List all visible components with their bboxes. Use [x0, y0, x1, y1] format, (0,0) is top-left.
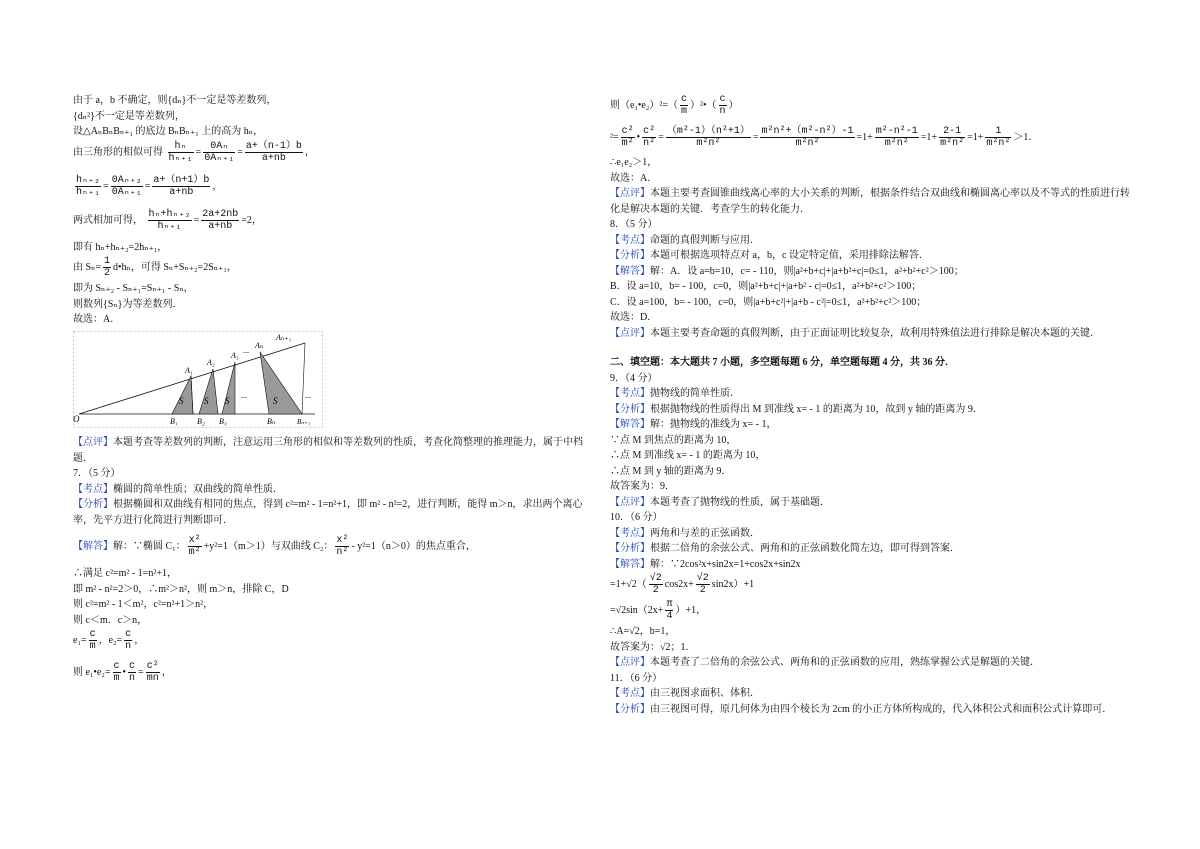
text: 由三角形的相似可得	[73, 146, 163, 158]
tag-analysis: 【分析】	[610, 543, 650, 554]
text-line: 故答案为：9．	[610, 481, 675, 492]
text: 根据二倍角的余弦公式、两角和的正弦函数化简左边，即可得到答案．	[650, 543, 960, 554]
denominator: m	[681, 106, 688, 118]
text-line	[610, 541, 1135, 557]
tag-analysis: 【分析】	[73, 499, 113, 510]
text-line	[610, 248, 1135, 264]
comment-line	[610, 495, 1135, 511]
label-S: S	[204, 395, 209, 406]
formula-line: 由三角形的相似可得 $\frac{\text{hₙ}}{\text{hₙ₊₁}}$ = $\frac{\text{0Aₙ}}{\text{0Aₙ₊₁}}$ = $\frac{a+(n-1)b}{a+nb}$ ，	[73, 140, 315, 164]
ellipsis: ...	[305, 390, 311, 400]
operator: =	[752, 132, 759, 143]
left-column	[73, 93, 593, 686]
label-S: S	[273, 395, 278, 406]
fraction	[152, 175, 210, 198]
text: =	[138, 667, 144, 678]
triangle-figure	[73, 331, 593, 434]
operator: =1+	[967, 132, 984, 143]
text-line: ∴点 M 到 y 轴的距离为 9．	[610, 465, 732, 477]
fraction	[665, 599, 673, 622]
numerator: 0Aₙ	[203, 141, 235, 153]
text: 根据椭圆和双曲线有相同的焦点，得到 c²=m² - 1=n²+1，即 m² - n²=2，进行判断，能得 m＞n，求出两个离心率，先平方进行化简进行判断即可．	[73, 499, 583, 526]
formula-line	[73, 255, 593, 281]
text-line: ∴满足 c²=m² - 1=n²+1，	[73, 568, 177, 579]
label-A3: A₃	[231, 350, 239, 360]
tag-point: 【考点】	[610, 234, 650, 246]
operator: ²=	[610, 132, 619, 143]
denominator: 0Aₙ₊₁	[204, 152, 235, 164]
denominator: n	[719, 106, 726, 118]
denominator: n²	[643, 138, 656, 150]
text: ，	[134, 635, 145, 646]
formula-line	[610, 93, 1135, 119]
label-An: Aₙ	[255, 340, 264, 350]
denominator: m²n²	[940, 138, 965, 150]
text-line	[73, 482, 593, 498]
text-line: 则数列{Sₙ}为等差数列．	[73, 298, 183, 310]
denominator: mn	[146, 673, 159, 685]
denominator: a+nb	[261, 152, 286, 164]
numerator: 1	[104, 256, 111, 268]
fraction	[680, 94, 688, 117]
numerator: c	[681, 94, 688, 106]
denominator: m²n²	[795, 138, 820, 150]
numerator: m²n²+（m²-n²）-1	[761, 126, 854, 138]
comment-line	[610, 326, 1135, 342]
tag-comment: 【点评】	[610, 327, 650, 339]
text-line: C．设 a=100，b= - 100，c=0，则|a+b+c²|+|a+b - c²|=0≤1，a²+b²+c²＞100；	[610, 296, 927, 308]
text: ，e₂=	[98, 635, 123, 646]
denominator: n²	[336, 547, 349, 559]
label-S: S	[225, 395, 230, 406]
text: cos2x+	[664, 579, 694, 590]
fraction	[985, 126, 1011, 149]
text: 解：抛物线的准线为 x= - 1，	[650, 419, 777, 430]
fraction	[111, 175, 143, 198]
text: 本题可根据选项特点对 a，b，c 设定特定值，采用排除法解答．	[650, 250, 929, 261]
tag-point: 【考点】	[610, 527, 650, 539]
fraction	[939, 126, 965, 149]
question-number: 11．（6 分）	[610, 672, 663, 684]
text: •	[122, 667, 127, 678]
label-An1: Aₙ₊₁	[276, 332, 292, 342]
denominator: hₙ₊₁	[76, 186, 101, 198]
tag-analysis: 【分析】	[610, 703, 650, 715]
text: 本题考查了抛物线的性质，属于基础题．	[650, 496, 830, 508]
text-line: ∵点 M 到焦点的距离为 10，	[610, 434, 737, 446]
denominator: m²n²	[884, 138, 909, 150]
fraction	[168, 141, 194, 164]
numerator: hₙ₊₂	[76, 174, 101, 186]
operator: ＞1．	[1013, 132, 1039, 143]
formula-line: 两式相加可得， $\frac{\text{hₙ+hₙ₊₂}}{\text{hₙ₊₁}}$ = $\frac{2a+2nb}{a+nb}$ =2，	[73, 208, 262, 232]
text-line	[610, 386, 1135, 402]
text: d•hₙ，可得 Sₙ+Sₙ₊₂=2Sₙ₊₁，	[113, 262, 237, 273]
text: 根据抛物线的性质得出 M 到准线 x= - 1 的距离为 10，故到 y 轴的距离为 9．	[650, 403, 983, 415]
fraction	[649, 573, 663, 596]
fraction	[188, 535, 202, 558]
ellipsis: ...	[243, 345, 249, 355]
text-line: 即 m² - n²=2＞0，∴m²＞n²，则 m＞n，排除 C，D	[73, 583, 289, 595]
label-Bn: Bₙ	[267, 416, 276, 426]
fraction	[148, 209, 192, 232]
text-line: B．设 a=10，b= - 100，c=0，则|a²+b+c|+|a+b² - c|=0≤1，a²+b²+c²＞100；	[610, 281, 922, 292]
label-A2: A₂	[207, 357, 215, 367]
fraction	[642, 126, 656, 149]
text-line	[610, 702, 1135, 718]
operator: =	[658, 132, 664, 143]
numerator: c	[89, 629, 96, 641]
text: ）²•（	[690, 100, 717, 111]
numerator: c	[125, 629, 132, 641]
text-line: 则 c²=m² - 1＜m²，c²=n²+1＞n²，	[73, 599, 214, 610]
fraction	[124, 629, 132, 652]
denominator: m²	[188, 547, 201, 559]
text-line: 故选：D．	[610, 312, 658, 323]
denominator: 2	[104, 268, 111, 280]
text-line	[610, 557, 1135, 573]
denominator: 2	[699, 585, 706, 597]
denominator: 0Aₙ₊₁	[111, 186, 142, 198]
text: 椭圆的简单性质；双曲线的简单性质．	[113, 483, 283, 495]
comment-line	[610, 655, 1135, 671]
denominator: n	[129, 673, 136, 685]
fraction	[89, 629, 97, 652]
text-line: 故答案为：√2；1．	[610, 641, 696, 653]
text-line: 则 c＜m．c＞n，	[73, 614, 148, 626]
text: =2，	[241, 214, 262, 226]
section-heading: 二、填空题：本大题共 7 小题，多空题每题 6 分，单空题每题 4 分，共 36 分．	[610, 357, 955, 368]
comment-line	[73, 435, 593, 466]
text: =1+√2（	[610, 579, 647, 590]
tag-point: 【考点】	[610, 688, 650, 699]
text: 本题主要考查圆锥曲线离心率的大小关系的判断，根据条件结合双曲线和椭圆离心率以及不等式的性质进行转化是解决本题的关键．考查学生的转化能力．	[610, 188, 1130, 215]
numerator: c²	[146, 661, 159, 673]
numerator: x²	[336, 535, 349, 547]
numerator: c	[719, 94, 726, 106]
fraction	[113, 661, 121, 684]
numerator: c	[113, 661, 120, 673]
fraction	[666, 126, 751, 149]
formula-line	[73, 660, 593, 686]
question-number: 10．（6 分）	[610, 512, 663, 523]
text-line	[610, 264, 1135, 280]
text-line	[610, 686, 1135, 702]
text: 解：∵椭圆 C₁：	[113, 541, 186, 552]
numerator: a+（n+1）b	[153, 174, 210, 186]
denominator: 4	[666, 611, 673, 623]
tag-answer: 【解答】	[610, 419, 650, 430]
tag-answer: 【解答】	[73, 541, 113, 552]
formula-line	[610, 598, 1135, 624]
text: 则 e₁•e₂=	[73, 667, 111, 678]
text-line: ∴e₁e₂＞1，	[610, 157, 658, 168]
text-line: 设△AₙBₙBₙ₊₁ 的底边 BₙBₙ₊₁ 上的高为 hₙ，	[73, 126, 264, 137]
question-number: 9．（4 分）	[610, 372, 658, 384]
numerator: 0Aₙ₊₂	[111, 174, 142, 186]
numerator: a+（n-1）b	[245, 140, 302, 152]
text-line: {dₙ²}不一定是等差数列，	[73, 110, 185, 122]
fraction	[621, 126, 635, 149]
fraction	[335, 535, 349, 558]
tag-comment: 【点评】	[610, 188, 650, 199]
formula-line	[73, 628, 593, 654]
text: +y²=1（m＞1）与双曲线 C₂：	[203, 541, 334, 552]
tag-point: 【考点】	[610, 388, 650, 399]
text-line: 即有 hₙ+hₙ₊₂=2hₙ₊₁，	[73, 241, 168, 253]
tag-point: 【考点】	[73, 483, 113, 495]
formula-line	[610, 572, 1135, 598]
operator: =1+	[920, 132, 938, 143]
comment-line	[610, 186, 1135, 217]
fraction	[203, 141, 235, 164]
formula-line	[73, 534, 593, 560]
text: 本题主要考查命题的真假判断，由于正面证明比较复杂，故利用特殊值法进行排除是解决本题的关键．	[650, 327, 1100, 339]
text-line	[610, 233, 1135, 249]
fraction	[760, 126, 854, 149]
text: 由 Sₙ=	[73, 262, 102, 273]
text: 抛物线的简单性质．	[650, 388, 740, 399]
text: 两角和与差的正弦函数．	[650, 527, 760, 539]
tag-answer: 【解答】	[610, 558, 650, 570]
numerator: c²	[621, 126, 634, 138]
denominator: m²	[621, 138, 634, 150]
numerator: hₙ	[168, 141, 194, 153]
text: 两式相加可得，	[73, 214, 143, 226]
text: 命题的真假判断与应用．	[650, 234, 760, 246]
denominator: 2	[652, 585, 659, 597]
text-line: ∴A=√2，b=1，	[610, 626, 676, 637]
right-column	[610, 93, 1135, 717]
text-line: 故选：A．	[73, 314, 121, 325]
text: 本题考查了二倍角的余弦公式、两角和的正弦函数的应用，熟练掌握公式是解题的关键．	[650, 657, 1040, 668]
fraction	[75, 175, 101, 198]
text-line: ∴点 M 到准线 x= - 1 的距离为 10，	[610, 450, 766, 461]
text: 解：A．设 a=b=10，c= - 110，则|a²+b+c|+|a+b²+c|=0≤1，a²+b²+c²＞100；	[650, 265, 964, 277]
label-S: S	[179, 395, 184, 406]
numerator: √2	[649, 573, 662, 585]
text-line	[610, 526, 1135, 542]
text-line: 即为 Sₙ₊₂ - Sₙ₊₁=Sₙ₊₁ - Sₙ，	[73, 283, 194, 294]
tag-comment: 【点评】	[610, 657, 650, 668]
text: ）+1，	[675, 605, 707, 616]
formula-line: $\frac{\text{hₙ₊₂}}{\text{hₙ₊₁}}$ = $\frac{\text{0Aₙ₊₂}}{\text{0Aₙ₊₁}}$ = $\frac{a+(n+1)b}{a+nb}$ ，	[76, 174, 223, 198]
question-number: 8．（5 分）	[610, 219, 658, 230]
text-line	[610, 417, 1135, 433]
label-B2: B₂	[197, 416, 205, 426]
denominator: hₙ₊₁	[168, 152, 193, 164]
denominator: a+nb	[169, 186, 194, 198]
operator: •	[636, 132, 641, 143]
text: 则（e₁•e₂）²=（	[610, 100, 678, 111]
numerator: （m²-1）（n²+1）	[666, 126, 750, 138]
text: 由三视图求面积、体积．	[650, 688, 760, 699]
text-line	[73, 497, 593, 528]
fraction	[245, 141, 303, 164]
numerator: 2-1	[939, 126, 965, 138]
fraction	[696, 573, 710, 596]
denominator: m	[113, 673, 120, 685]
question-number: 7．（5 分）	[73, 468, 121, 479]
text-line: 故选：A．	[610, 172, 658, 184]
text-line: 由于 a，b 不确定，则{dₙ}不一定是等差数列，	[73, 95, 277, 106]
numerator: π	[666, 599, 673, 611]
tag-comment: 【点评】	[610, 496, 650, 508]
fraction	[128, 661, 136, 684]
text: e₁=	[73, 635, 87, 646]
tag-analysis: 【分析】	[610, 250, 650, 261]
label-Bn1: Bₙ₊₁	[297, 417, 311, 426]
fraction	[146, 661, 160, 684]
numerator: m²-n²-1	[875, 126, 918, 138]
text: ，	[161, 667, 172, 678]
tag-comment: 【点评】	[73, 437, 113, 448]
label-A1: A₁	[185, 365, 193, 375]
geometry-diagram	[73, 331, 323, 428]
text: sin2x）+1	[711, 579, 755, 590]
label-B1: B₁	[170, 416, 178, 426]
denominator: m²n²	[696, 138, 721, 150]
fraction	[103, 256, 111, 279]
ellipsis: ...	[241, 390, 247, 400]
numerator: 1	[985, 126, 1011, 138]
denominator: hₙ₊₁	[157, 220, 182, 232]
text: =√2sin（2x+	[610, 605, 664, 616]
numerator: 2a+2nb	[202, 208, 239, 220]
text: 解：∵2cos²x+sin2x=1+cos2x+sin2x	[650, 558, 801, 570]
fraction	[719, 94, 727, 117]
denominator: m²n²	[986, 138, 1011, 150]
operator: =1+	[856, 132, 873, 143]
fraction	[875, 126, 919, 149]
tag-analysis: 【分析】	[610, 403, 650, 415]
label-B3: B₃	[219, 416, 227, 426]
text: 由三视图可得，原几何体为由四个棱长为 2cm 的小正方体所构成的，代入体积公式和面积公式计算即可．	[650, 703, 1113, 715]
denominator: n	[125, 641, 132, 653]
tag-answer: 【解答】	[610, 265, 650, 277]
text-line	[610, 402, 1135, 418]
formula-line	[610, 125, 1135, 151]
numerator: x²	[188, 535, 201, 547]
fraction	[201, 209, 239, 232]
numerator: c²	[643, 126, 656, 138]
denominator: a+nb	[208, 220, 233, 232]
numerator: hₙ+hₙ₊₂	[148, 208, 191, 220]
label-O: O	[73, 413, 80, 424]
denominator: m	[89, 641, 96, 653]
numerator: c	[129, 661, 136, 673]
text: ）	[728, 100, 739, 111]
numerator: √2	[696, 573, 709, 585]
text: 本题考查等差数列的判断，注意运用三角形的相似和等差数列的性质，考查化简整理的推理能力，属于中档题．	[73, 437, 583, 464]
text: - y²=1（n＞0）的焦点重合，	[351, 541, 476, 552]
